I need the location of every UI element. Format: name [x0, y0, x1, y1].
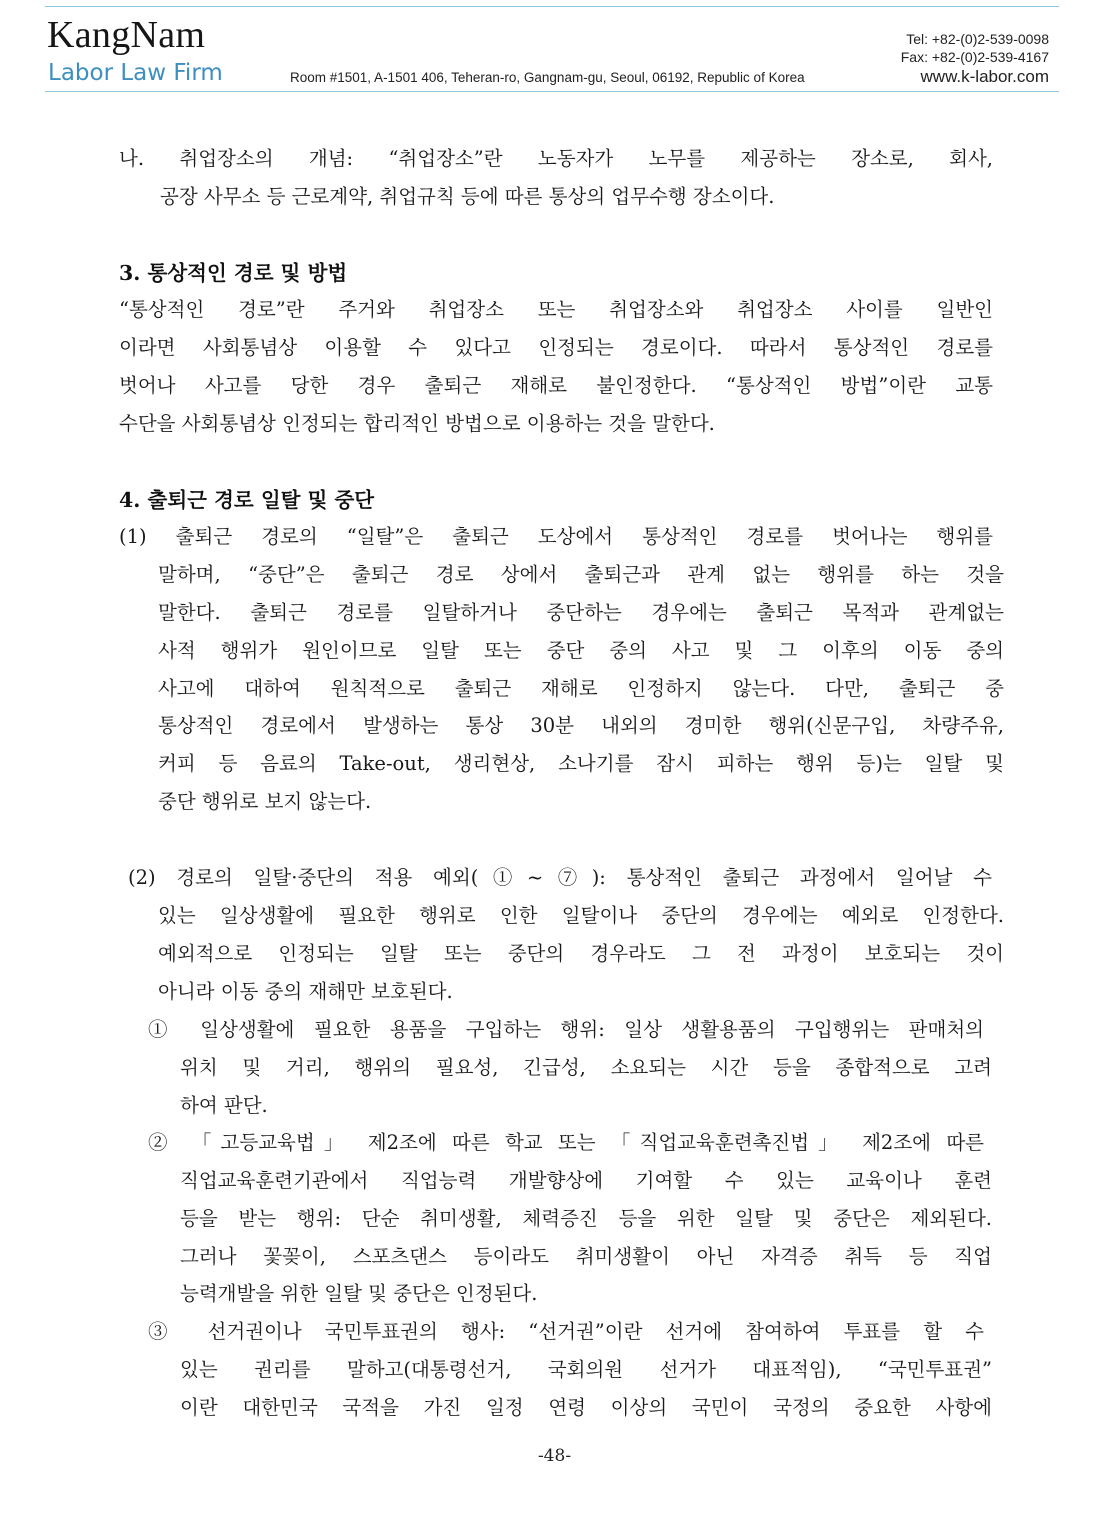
page-number: -48-	[537, 1446, 572, 1466]
section-4-p2-line-4: 아니라 이동 중의 재해만 보호된다.	[158, 980, 453, 1003]
section-4-p1-line-2: 말하며, “중단”은 출퇴근 경로 상에서 출퇴근과 관계 없는 행위를 하는 것을	[158, 563, 1004, 586]
section-4-p2-line-3: 예외적으로 인정되는 일탈 또는 중단의 경우라도 그 전 과정이 보호되는 것이	[158, 942, 1004, 965]
section-4-p1-line-3: 말한다. 출퇴근 경로를 일탈하거나 중단하는 경우에는 출퇴근 목적과 관계없는	[158, 601, 1004, 624]
exception-item-2-line-2: 직업교육훈련기관에서 직업능력 개발향상에 기여할 수 있는 교육이나 훈련	[180, 1169, 992, 1192]
section-4-p1-line-8: 중단 행위로 보지 않는다.	[158, 790, 372, 813]
section-4-p1-line-4: 사적 행위가 원인이므로 일탈 또는 중단 중의 사고 및 그 이후의 이동 중의	[158, 639, 1004, 662]
exception-item-2-line-4: 그러나 꽃꽂이, 스포츠댄스 등이라도 취미생활이 아닌 자격증 취득 등 직업	[180, 1245, 992, 1268]
section-3-line-4: 수단을 사회통념상 인정되는 합리적인 방법으로 이용하는 것을 말한다.	[119, 412, 715, 435]
firm-address: Room #1501, A-1501 406, Teheran-ro, Gangnam-gu, Seoul, 06192, Republic of Korea	[290, 70, 805, 85]
exception-item-2-line-1: ② 「고등교육법」 제2조에 따른 학교 또는 「직업교육훈련촉진법」 제2조에 따른	[148, 1131, 984, 1154]
firm-subtitle: Labor Law Firm	[48, 60, 223, 86]
exception-item-3-line-1: ③ 선거권이나 국민투표권의 행사: “선거권”이란 선거에 참여하여 투표를 할 수	[148, 1320, 984, 1343]
section-4-p2-line-1: (2) 경로의 일탈·중단의 적용 예외(①~⑦): 통상적인 출퇴근 과정에서 일어날 수	[128, 866, 992, 889]
section-na-line-2: 공장 사무소 등 근로계약, 취업규칙 등에 따른 통상의 업무수행 장소이다.	[160, 185, 775, 208]
section-4-p1-line-1: (1) 출퇴근 경로의 “일탈”은 출퇴근 도상에서 통상적인 경로를 벗어나는 행위를	[119, 525, 993, 548]
section-4-p2-line-2: 있는 일상생활에 필요한 행위로 인한 일탈이나 중단의 경우에는 예외로 인정한다.	[158, 904, 1004, 927]
firm-fax: Fax: +82-(0)2-539-4167	[900, 49, 1049, 65]
letterhead-top-rule	[45, 6, 1059, 7]
letterhead-bottom-rule	[45, 91, 1059, 92]
exception-item-2-line-5: 능력개발을 위한 일탈 및 중단은 인정된다.	[180, 1282, 538, 1305]
section-4-heading: 4. 출퇴근 경로 일탈 및 중단	[119, 488, 375, 512]
section-3-line-2: 이라면 사회통념상 이용할 수 있다고 인정되는 경로이다. 따라서 통상적인 경로를	[119, 336, 993, 359]
exception-item-1-line-1: ① 일상생활에 필요한 용품을 구입하는 행위: 일상 생활용품의 구입행위는 판매처의	[148, 1018, 984, 1041]
section-4-p1-line-6: 통상적인 경로에서 발생하는 통상 30분 내외의 경미한 행위(신문구입, 차량주유,	[158, 714, 1004, 737]
exception-item-1-line-2: 위치 및 거리, 행위의 필요성, 긴급성, 소요되는 시간 등을 종합적으로 고려	[180, 1056, 992, 1079]
firm-tel: Tel: +82-(0)2-539-0098	[906, 31, 1049, 47]
section-4-p1-line-5: 사고에 대하여 원칙적으로 출퇴근 재해로 인정하지 않는다. 다만, 출퇴근 중	[158, 677, 1004, 700]
firm-contact	[901, 30, 1049, 87]
section-3-line-3: 벗어나 사고를 당한 경우 출퇴근 재해로 불인정한다. “통상적인 방법”이란 교통	[119, 374, 993, 397]
exception-item-2-line-3: 등을 받는 행위: 단순 취미생활, 체력증진 등을 위한 일탈 및 중단은 제외된다.	[180, 1207, 992, 1230]
firm-website: www.k-labor.com	[920, 67, 1049, 86]
section-na-line-1: 나. 취업장소의 개념: “취업장소”란 노동자가 노무를 제공하는 장소로, 회사,	[119, 147, 993, 170]
exception-item-3-line-3: 이란 대한민국 국적을 가진 일정 연령 이상의 국민이 국정의 중요한 사항에	[180, 1396, 992, 1419]
section-3-line-1: “통상적인 경로”란 주거와 취업장소 또는 취업장소와 취업장소 사이를 일반인	[119, 298, 993, 321]
firm-name: KangNam	[47, 14, 206, 56]
section-4-p1-line-7: 커피 등 음료의 Take-out, 생리현상, 소나기를 잠시 피하는 행위 등)는 일탈 및	[158, 752, 1004, 775]
exception-item-1-line-3: 하여 판단.	[180, 1094, 268, 1117]
section-3-heading: 3. 통상적인 경로 및 방법	[119, 261, 348, 285]
exception-item-3-line-2: 있는 권리를 말하고(대통령선거, 국회의원 선거가 대표적임), “국민투표권”	[180, 1358, 992, 1381]
